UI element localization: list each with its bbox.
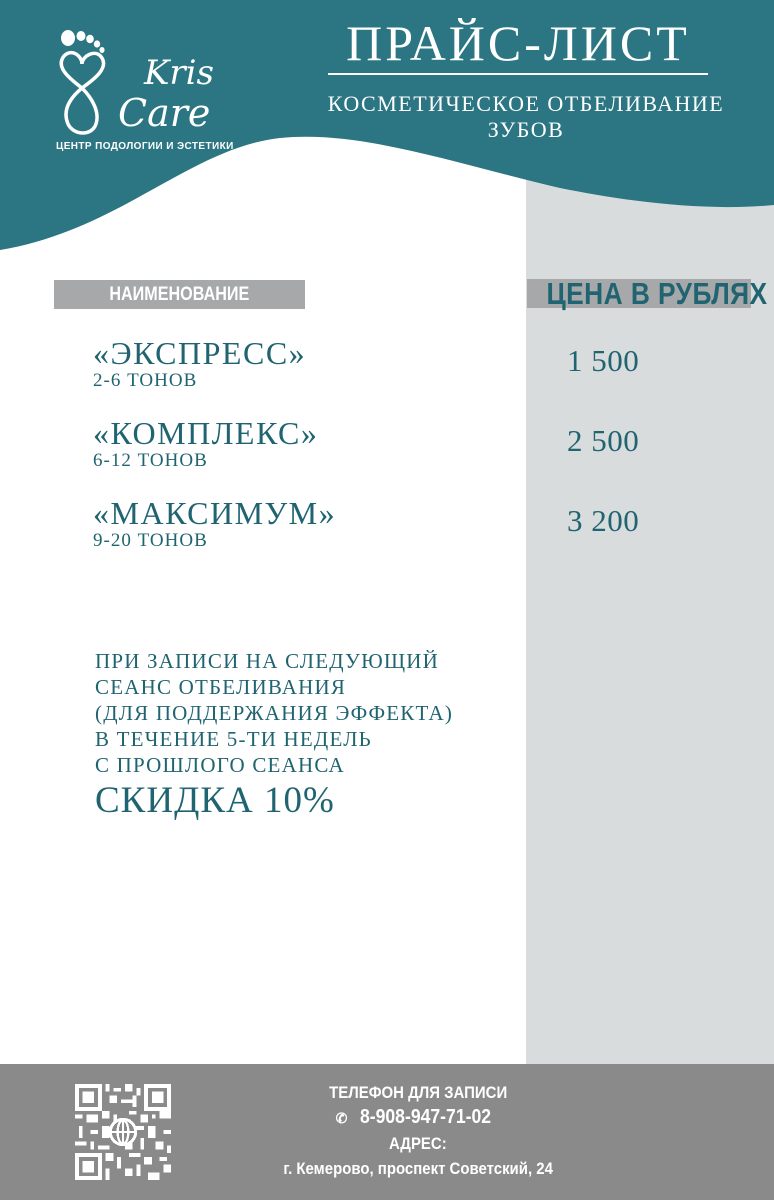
address-text: г. Кемерово, проспект Советский, 24: [283, 1159, 553, 1178]
phone-icon: ✆: [335, 1110, 348, 1126]
page-subtitle: КОСМЕТИЧЕСКОЕ ОТБЕЛИВАНИЕ ЗУБОВ: [327, 91, 725, 142]
promo-block: [95, 648, 453, 822]
kris-care-logo: [52, 28, 252, 158]
service-item: [93, 496, 336, 552]
phone-number[interactable]: 8-908-947-71-02: [360, 1106, 492, 1128]
service-tones: 9-20 ТОНОВ: [93, 530, 208, 551]
phone-row[interactable]: [250, 1105, 586, 1131]
service-name: «КОМПЛЕКС»: [93, 415, 319, 451]
service-tones: 2-6 ТОНОВ: [93, 370, 198, 391]
promo-line: (ДЛЯ ПОДДЕРЖАНИЯ ЭФФЕКТА): [95, 701, 454, 725]
footprint-icon: [61, 30, 105, 53]
service-price: 3 200: [567, 503, 640, 538]
service-price: 1 500: [567, 343, 640, 378]
service-item: [93, 336, 306, 392]
title-underline: [328, 73, 708, 75]
promo-line: В ТЕЧЕНИЕ 5-ТИ НЕДЕЛЬ: [95, 727, 372, 751]
page-title: ПРАЙС-ЛИСТ: [346, 15, 690, 71]
service-price: 2 500: [567, 423, 640, 458]
svg-text:Care: Care: [118, 91, 211, 135]
svg-text:Kris: Kris: [144, 53, 214, 93]
service-tones: 6-12 ТОНОВ: [93, 450, 208, 471]
promo-line: ПРИ ЗАПИСИ НА СЛЕДУЮЩИЙ: [95, 649, 439, 673]
service-name: «МАКСИМУМ»: [93, 495, 337, 531]
promo-line: СЕАНС ОТБЕЛИВАНИЯ: [95, 675, 347, 699]
address-label: АДРЕС:: [389, 1134, 447, 1153]
service-name: «ЭКСПРЕСС»: [93, 335, 307, 371]
footer-contacts: [250, 1080, 586, 1181]
qr-code-icon[interactable]: [75, 1084, 171, 1180]
promo-line: С ПРОШЛОГО СЕАНСА: [95, 753, 345, 777]
logo-tagline: ЦЕНТР ПОДОЛОГИИ И ЭСТЕТИКИ: [56, 141, 234, 152]
promo-discount: СКИДКА 10%: [95, 780, 335, 821]
column-header-name: НАИМЕНОВАНИЕ: [54, 280, 305, 309]
service-item: [93, 416, 318, 472]
column-header-price: ЦЕНА В РУБЛЯХ: [527, 279, 751, 308]
phone-label: ТЕЛЕФОН ДЛЯ ЗАПИСИ: [328, 1083, 508, 1102]
